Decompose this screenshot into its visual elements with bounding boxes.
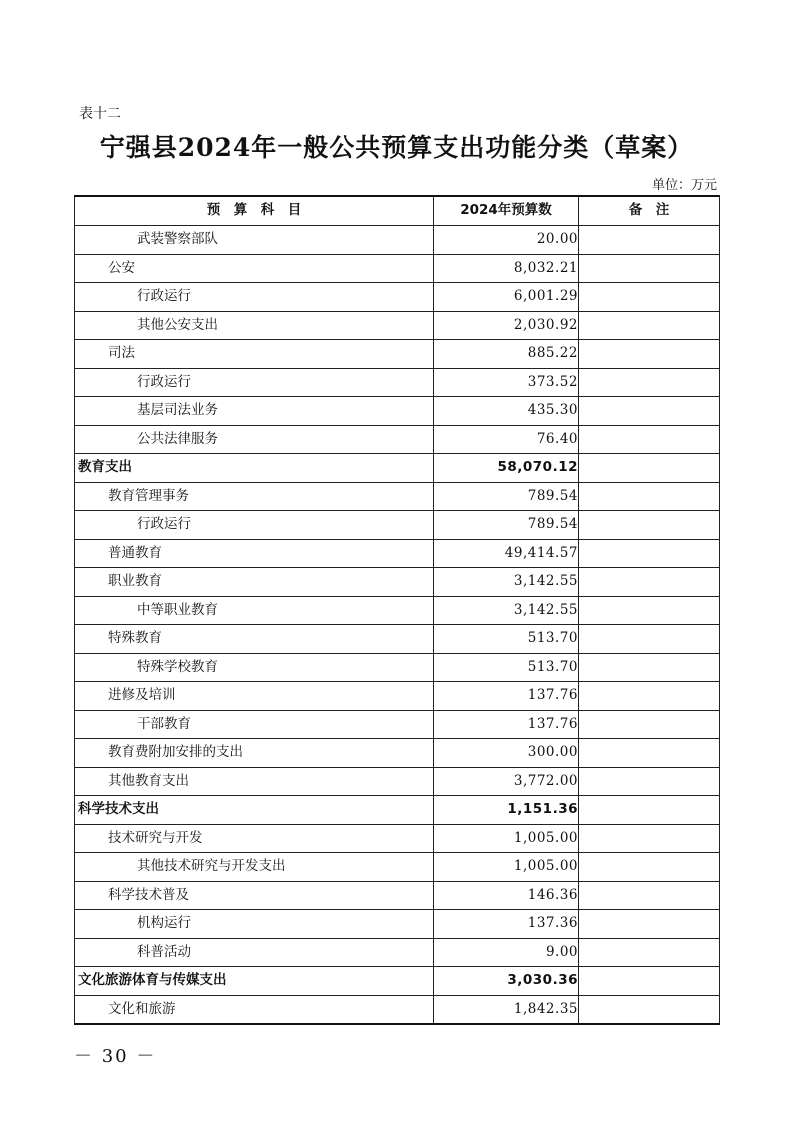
row-subject: 进修及培训 xyxy=(75,682,434,711)
row-amount: 2,030.92 xyxy=(434,311,579,340)
row-amount: 58,070.12 xyxy=(434,454,579,483)
table-row xyxy=(75,853,720,882)
table-row xyxy=(75,340,720,369)
row-subject: 基层司法业务 xyxy=(75,397,434,426)
row-amount: 300.00 xyxy=(434,739,579,768)
page-title: 宁强县2024年一般公共预算支出功能分类（草案） xyxy=(99,133,694,162)
table-row xyxy=(75,283,720,312)
row-amount: 137.36 xyxy=(434,910,579,939)
table-row xyxy=(75,910,720,939)
row-subject: 科学技术支出 xyxy=(75,796,434,825)
column-header-amount: 2024年预算数 xyxy=(434,196,579,226)
row-note xyxy=(579,710,720,739)
table-row xyxy=(75,682,720,711)
table-row xyxy=(75,539,720,568)
row-amount: 435.30 xyxy=(434,397,579,426)
row-subject: 公安 xyxy=(75,254,434,283)
row-note xyxy=(579,397,720,426)
row-amount: 6,001.29 xyxy=(434,283,579,312)
row-amount: 789.54 xyxy=(434,511,579,540)
row-subject: 行政运行 xyxy=(75,511,434,540)
row-amount: 1,842.35 xyxy=(434,995,579,1024)
row-amount: 513.70 xyxy=(434,653,579,682)
column-header-note: 备 注 xyxy=(579,196,720,226)
table-row xyxy=(75,995,720,1024)
row-amount: 1,005.00 xyxy=(434,824,579,853)
table-row xyxy=(75,739,720,768)
row-subject: 教育管理事务 xyxy=(75,482,434,511)
table-row xyxy=(75,767,720,796)
row-note xyxy=(579,995,720,1024)
row-amount: 76.40 xyxy=(434,425,579,454)
row-amount: 373.52 xyxy=(434,368,579,397)
row-note xyxy=(579,967,720,996)
row-subject: 中等职业教育 xyxy=(75,596,434,625)
row-subject: 机构运行 xyxy=(75,910,434,939)
table-label: 表十二 xyxy=(79,106,121,122)
table-row xyxy=(75,397,720,426)
row-note xyxy=(579,482,720,511)
table-row xyxy=(75,568,720,597)
row-subject: 普通教育 xyxy=(75,539,434,568)
table-row xyxy=(75,596,720,625)
row-amount: 3,030.36 xyxy=(434,967,579,996)
row-amount: 8,032.21 xyxy=(434,254,579,283)
row-note xyxy=(579,511,720,540)
row-subject: 文化和旅游 xyxy=(75,995,434,1024)
row-note xyxy=(579,910,720,939)
table-row xyxy=(75,824,720,853)
table-row xyxy=(75,368,720,397)
table-header xyxy=(75,196,720,226)
row-note xyxy=(579,340,720,369)
row-note xyxy=(579,254,720,283)
row-note xyxy=(579,739,720,768)
table-row xyxy=(75,967,720,996)
table-row xyxy=(75,226,720,255)
row-subject: 科普活动 xyxy=(75,938,434,967)
row-amount: 9.00 xyxy=(434,938,579,967)
table-row xyxy=(75,454,720,483)
row-note xyxy=(579,425,720,454)
table-row xyxy=(75,881,720,910)
row-subject: 教育费附加安排的支出 xyxy=(75,739,434,768)
row-subject: 行政运行 xyxy=(75,368,434,397)
row-amount: 137.76 xyxy=(434,710,579,739)
row-note xyxy=(579,368,720,397)
table-row xyxy=(75,796,720,825)
row-amount: 20.00 xyxy=(434,226,579,255)
row-subject: 其他公安支出 xyxy=(75,311,434,340)
table-row xyxy=(75,311,720,340)
row-amount: 3,772.00 xyxy=(434,767,579,796)
table-row xyxy=(75,938,720,967)
row-subject: 科学技术普及 xyxy=(75,881,434,910)
row-subject: 司法 xyxy=(75,340,434,369)
row-note xyxy=(579,454,720,483)
table-row xyxy=(75,482,720,511)
row-amount: 1,151.36 xyxy=(434,796,579,825)
table-row xyxy=(75,625,720,654)
header-row xyxy=(75,196,720,226)
row-subject: 其他教育支出 xyxy=(75,767,434,796)
row-amount: 513.70 xyxy=(434,625,579,654)
column-header-subject: 预 算 科 目 xyxy=(75,196,434,226)
row-note xyxy=(579,796,720,825)
row-note xyxy=(579,539,720,568)
row-note xyxy=(579,568,720,597)
row-amount: 789.54 xyxy=(434,482,579,511)
row-subject: 技术研究与开发 xyxy=(75,824,434,853)
row-amount: 146.36 xyxy=(434,881,579,910)
row-amount: 137.76 xyxy=(434,682,579,711)
unit-label: 单位：万元 xyxy=(651,178,717,193)
row-amount: 1,005.00 xyxy=(434,853,579,882)
row-note xyxy=(579,653,720,682)
row-amount: 3,142.55 xyxy=(434,596,579,625)
table-row xyxy=(75,653,720,682)
row-note xyxy=(579,881,720,910)
row-note xyxy=(579,767,720,796)
row-amount: 3,142.55 xyxy=(434,568,579,597)
row-amount: 885.22 xyxy=(434,340,579,369)
row-subject: 干部教育 xyxy=(75,710,434,739)
row-subject: 职业教育 xyxy=(75,568,434,597)
row-subject: 公共法律服务 xyxy=(75,425,434,454)
row-note xyxy=(579,283,720,312)
row-note xyxy=(579,625,720,654)
row-note xyxy=(579,596,720,625)
row-subject: 武装警察部队 xyxy=(75,226,434,255)
table-row xyxy=(75,710,720,739)
row-note xyxy=(579,938,720,967)
row-subject: 特殊教育 xyxy=(75,625,434,654)
row-subject: 其他技术研究与开发支出 xyxy=(75,853,434,882)
row-subject: 特殊学校教育 xyxy=(75,653,434,682)
row-subject: 行政运行 xyxy=(75,283,434,312)
row-note xyxy=(579,226,720,255)
page-number: － 30 － xyxy=(74,1046,157,1067)
row-note xyxy=(579,682,720,711)
row-amount: 49,414.57 xyxy=(434,539,579,568)
table-body xyxy=(75,226,720,1025)
row-subject: 文化旅游体育与传媒支出 xyxy=(75,967,434,996)
row-subject: 教育支出 xyxy=(75,454,434,483)
table-row xyxy=(75,425,720,454)
table-row xyxy=(75,254,720,283)
row-note xyxy=(579,311,720,340)
row-note xyxy=(579,853,720,882)
table-row xyxy=(75,511,720,540)
budget-table xyxy=(74,195,720,1025)
row-note xyxy=(579,824,720,853)
